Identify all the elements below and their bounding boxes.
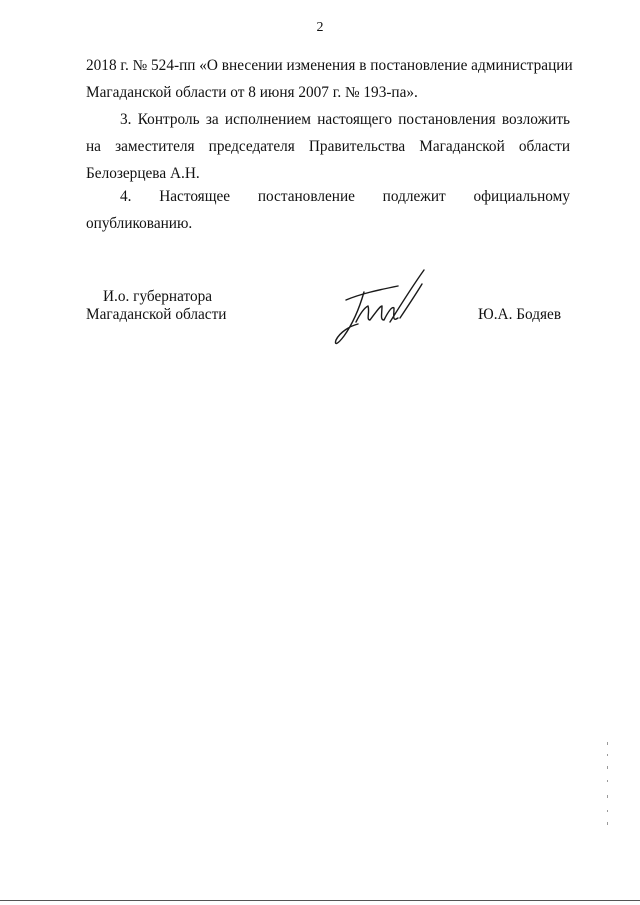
paragraph-line: Магаданской области от 8 июня 2007 г. № 193-па». (86, 84, 418, 101)
scan-edge-marks (606, 740, 610, 830)
paragraph-line: 4. Настоящее постановление подлежит официальному (120, 188, 570, 205)
page-number: 2 (316, 20, 324, 35)
signatory-name: Ю.А. Бодяев (478, 306, 562, 323)
paragraph-line: Белозерцева А.Н. (86, 165, 200, 182)
page-bottom-edge (0, 900, 640, 901)
paragraph-control-clause (86, 106, 570, 187)
signatory-title (86, 288, 226, 324)
handwritten-signature (326, 262, 436, 352)
paragraph-line: 3. Контроль за исполнением настоящего постановления возложить (120, 111, 570, 128)
paragraph-amendment-reference (86, 52, 573, 106)
paragraph-publication-clause (86, 183, 570, 237)
paragraph-line: 2018 г. № 524-пп «О внесении изменения в постановление администрации (86, 57, 573, 74)
paragraph-line: на заместителя председателя Правительства Магаданской области (86, 138, 570, 155)
signatory-title-line: Магаданской области (86, 306, 227, 323)
paragraph-line: опубликованию. (86, 215, 193, 232)
signatory-title-line: И.о. губернатора (103, 288, 213, 305)
